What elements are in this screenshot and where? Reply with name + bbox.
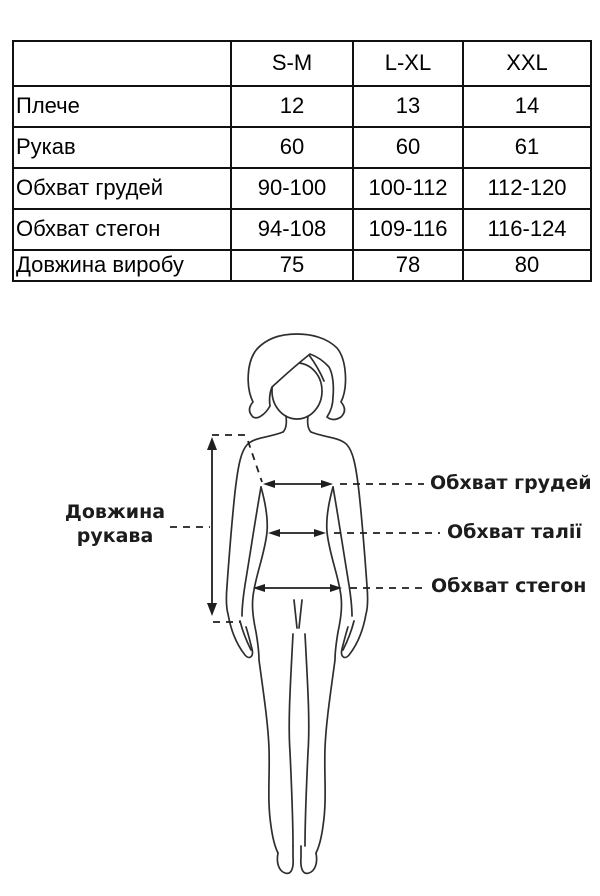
cell-value: 94-108 — [231, 209, 353, 250]
column-header-lxl: L-XL — [353, 41, 463, 86]
cell-value: 109-116 — [353, 209, 463, 250]
chest-label: Обхват грудей — [430, 472, 592, 494]
cell-value: 13 — [353, 86, 463, 127]
row-label-sleeve: Рукав — [13, 127, 231, 168]
cell-value: 116-124 — [463, 209, 591, 250]
row-label-chest: Обхват грудей — [13, 168, 231, 209]
row-label-length: Довжина виробу — [13, 250, 231, 281]
neck-left — [283, 416, 286, 432]
hair-outline — [248, 334, 345, 420]
dashed-leaders — [170, 435, 440, 622]
right-foot — [301, 846, 317, 873]
right-torso-leg-outer — [316, 487, 341, 853]
crotch-mark — [294, 600, 302, 628]
row-label-shoulder: Плече — [13, 86, 231, 127]
arrowhead-right-icon — [321, 480, 333, 488]
sleeve-length-label: Довжина рукава — [64, 501, 166, 547]
column-header-xxl: XXL — [463, 41, 591, 86]
right-leg-inner — [305, 634, 309, 846]
hips-label: Обхват стегон — [431, 575, 587, 597]
shoulder-diagonal-line — [248, 441, 262, 482]
cell-value: 80 — [463, 250, 591, 281]
arrowhead-up-icon — [207, 437, 217, 450]
cell-value: 14 — [463, 86, 591, 127]
arrowhead-down-icon — [207, 603, 217, 616]
arrowhead-left-icon — [263, 480, 275, 488]
cell-value: 60 — [353, 127, 463, 168]
cell-value: 75 — [231, 250, 353, 281]
cell-value: 112-120 — [463, 168, 591, 209]
cell-value: 60 — [231, 127, 353, 168]
left-arm-inner — [242, 487, 261, 616]
left-foot — [277, 846, 293, 873]
cell-value: 12 — [231, 86, 353, 127]
arrowhead-right-icon — [314, 529, 326, 537]
left-torso-leg-outer — [253, 487, 278, 853]
cell-value: 90-100 — [231, 168, 353, 209]
cell-value: 78 — [353, 250, 463, 281]
cell-value: 61 — [463, 127, 591, 168]
waist-label: Обхват талії — [447, 521, 582, 543]
left-leg-inner — [289, 634, 293, 846]
arrowhead-left-icon — [268, 529, 280, 537]
cell-value: 100-112 — [353, 168, 463, 209]
neck-right — [308, 416, 311, 432]
right-arm-inner — [333, 487, 352, 616]
row-label-hips: Обхват стегон — [13, 209, 231, 250]
female-body-outline — [226, 334, 367, 873]
measurement-annotations — [170, 435, 440, 622]
column-header-sm: S-M — [231, 41, 353, 86]
